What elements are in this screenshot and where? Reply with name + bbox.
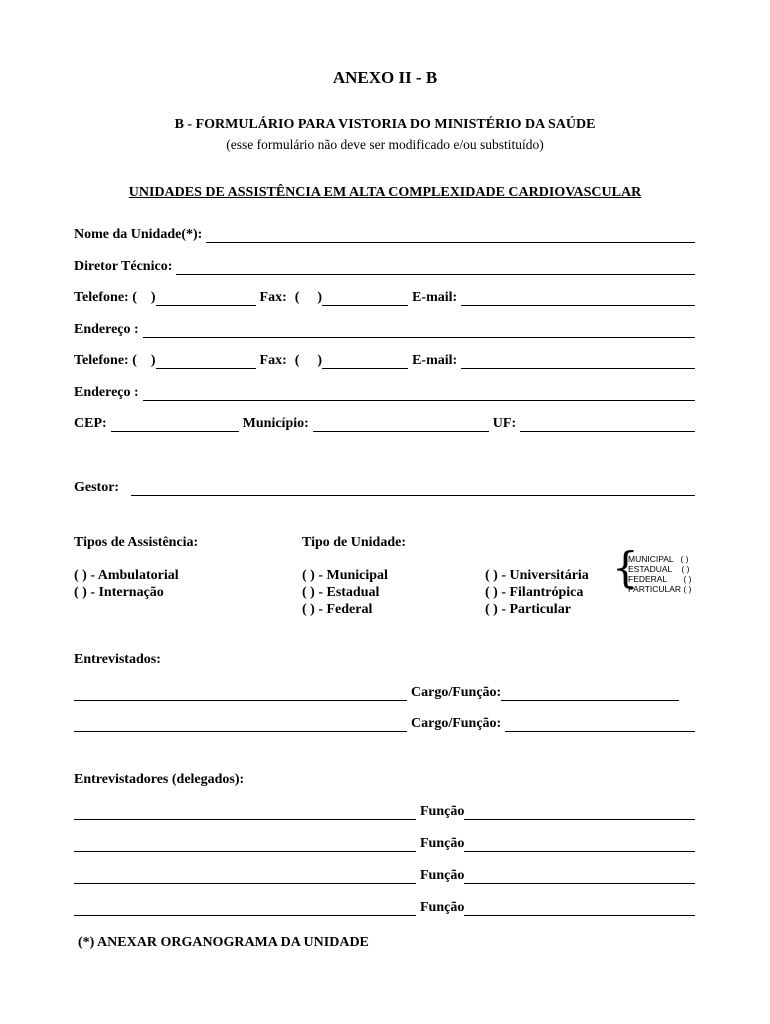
cargo-label: Cargo/Função: [411,716,502,731]
entrevistador-row-4 [74,898,695,916]
diretor-label: Diretor Técnico: [74,259,173,274]
gestor-row [74,478,695,496]
cep-field[interactable] [111,417,239,432]
funcao-field-2[interactable] [464,837,695,852]
unidade-option-federal[interactable]: ( ) - Federal [302,602,373,617]
municipio-label: Município: [242,416,309,431]
unidade-option-universitaria[interactable]: ( ) - Universitária [485,568,589,583]
entrevistador-name-field-4[interactable] [74,901,416,916]
nome-unidade-label: Nome da Unidade(*): [74,227,203,242]
cep-row [74,414,695,432]
entrevistador-name-field-2[interactable] [74,837,416,852]
form-note: (esse formulário não deve ser modificado e/ou substituído) [226,137,544,152]
uf-label: UF: [492,416,517,431]
unidade-option-municipal[interactable]: ( ) - Municipal [302,568,388,583]
brace-option-municipal[interactable]: MUNICIPAL ( ) [628,554,689,564]
fax-field-2[interactable] [322,354,408,369]
cargo-field-1[interactable] [501,686,679,701]
unidade-option-estadual[interactable]: ( ) - Estadual [302,585,380,600]
email-field-1[interactable] [461,291,695,306]
entrevistadores-heading: Entrevistadores (delegados): [74,772,245,787]
cep-label: CEP: [74,416,107,431]
entrevistador-row-3 [74,866,695,884]
telefone-label: Telefone: ( [74,353,137,368]
municipio-field[interactable] [313,417,489,432]
gestor-label: Gestor: [74,480,120,495]
fax-label: Fax: [259,353,287,368]
funcao-field-1[interactable] [464,805,695,820]
endereco-label: Endereço : [74,385,139,400]
telefone-label: Telefone: ( [74,290,137,305]
nome-unidade-row [74,225,695,243]
entrevistador-row-2 [74,834,695,852]
telefone-paren: ) [150,353,156,368]
diretor-field[interactable] [176,260,695,275]
email-field-2[interactable] [461,354,695,369]
assistencia-heading: Tipos de Assistência: [74,535,199,550]
footer-note: (*) ANEXAR ORGANOGRAMA DA UNIDADE [78,935,369,950]
form-subtitle: B - FORMULÁRIO PARA VISTORIA DO MINISTÉRIO DA SAÚDE [174,117,596,132]
cargo-label: Cargo/Função: [411,685,502,700]
cargo-field-2[interactable] [505,717,695,732]
endereco-field-2[interactable] [143,386,695,401]
brace-option-particular[interactable]: PARTICULAR ( ) [628,584,692,594]
endereco-field-1[interactable] [143,323,695,338]
endereco-label: Endereço : [74,322,139,337]
brace-option-federal[interactable]: FEDERAL ( ) [628,574,692,584]
fax-paren-open: ( [294,290,300,305]
entrevistados-heading: Entrevistados: [74,652,161,667]
assistencia-option-ambulatorial[interactable]: ( ) - Ambulatorial [74,568,179,583]
funcao-label: Função [420,804,465,819]
telefone-field-2[interactable] [156,354,256,369]
contato-row-2 [74,351,695,369]
uf-field[interactable] [520,417,695,432]
telefone-paren: ) [150,290,156,305]
funcao-label: Função [420,900,465,915]
funcao-label: Função [420,868,465,883]
unidade-option-filantropica[interactable]: ( ) - Filantrópica [485,585,584,600]
entrevistado-row-2 [74,714,695,732]
entrevistado-name-field-2[interactable] [74,717,407,732]
nome-unidade-field[interactable] [206,228,695,243]
entrevistador-row-1 [74,802,695,820]
brace-option-estadual[interactable]: ESTADUAL ( ) [628,564,690,574]
unidade-option-particular[interactable]: ( ) - Particular [485,602,571,617]
diretor-row [74,257,695,275]
funcao-field-4[interactable] [464,901,695,916]
telefone-field-1[interactable] [156,291,256,306]
fax-field-1[interactable] [322,291,408,306]
entrevistado-row-1 [74,683,695,701]
fax-paren-close: ) [317,353,323,368]
contato-row-1 [74,288,695,306]
endereco-row-1 [74,320,695,338]
entrevistador-name-field-1[interactable] [74,805,416,820]
fax-paren-open: ( [294,353,300,368]
fax-label: Fax: [259,290,287,305]
entrevistador-name-field-3[interactable] [74,869,416,884]
endereco-row-2 [74,383,695,401]
fax-paren-close: ) [317,290,323,305]
email-label: E-mail: [412,353,458,368]
assistencia-option-internacao[interactable]: ( ) - Internação [74,585,164,600]
document-title: ANEXO II - B [332,68,438,87]
funcao-label: Função [420,836,465,851]
gestor-field[interactable] [131,481,695,496]
entrevistado-name-field-1[interactable] [74,686,407,701]
funcao-field-3[interactable] [464,869,695,884]
email-label: E-mail: [412,290,458,305]
brace-icon: { [612,543,639,592]
section-title: UNIDADES DE ASSISTÊNCIA EM ALTA COMPLEXIDADE CARDIOVASCULAR [128,185,642,200]
unidade-heading: Tipo de Unidade: [302,535,406,550]
